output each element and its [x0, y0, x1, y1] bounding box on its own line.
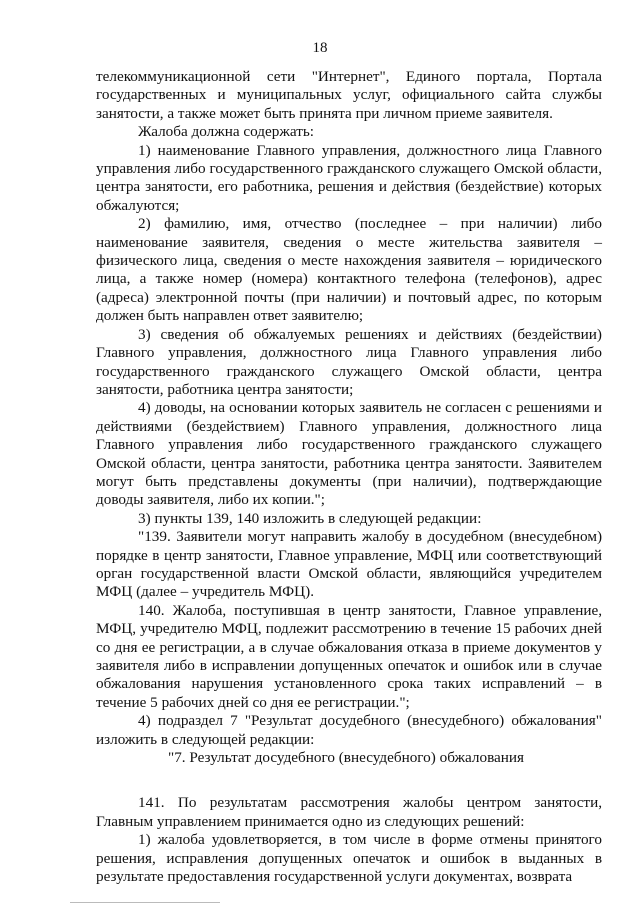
- paragraph-continuation: телекоммуникационной сети "Интернет", Единого портала, Портала государственных и муниципальных услуг, официального сайта службы занятости, а также может быть принята при личном приеме заявителя.: [96, 68, 602, 122]
- paragraph-clause-141: 141. По результатам рассмотрения жалобы центром занятости, Главным управлением принимается одно из следующих решений:: [96, 794, 602, 830]
- page-number: 18: [312, 40, 328, 56]
- paragraph-clause-141-item-1: 1) жалоба удовлетворяется, в том числе в форме отмены принятого решения, исправления допущенных опечаток и ошибок в выданных в результате предоставления государственной услуги документах, возврата: [96, 831, 602, 886]
- paragraph-complaint-contents-intro: Жалоба должна содержать:: [138, 123, 314, 141]
- scan-edge-line: [70, 902, 220, 903]
- paragraph-amendment-3: 3) пункты 139, 140 изложить в следующей редакции:: [138, 509, 482, 527]
- document-body: [96, 68, 602, 886]
- paragraph-item-4: 4) доводы, на основании которых заявитель не согласен с решениями и действиями (бездействием) Главного управления, должностного лица Главного управления либо государственного гражданского служащего Омской области, центра занятости, работника центра занятости. Заявителем могут быть представлены документы (при наличии), подтверждающие доводы заявителя, либо их копии.";: [96, 399, 602, 509]
- paragraph-clause-140: 140. Жалоба, поступившая в центр занятости, Главное управление, МФЦ, учредителю МФЦ, подлежит рассмотрению в течение 15 рабочих дней со дня ее регистрации, а в случае обжалования отказа в приеме документов у заявителя либо в исправлении допущенных опечаток и ошибок или в случае обжалования нарушения установленного срока таких исправлений – в течение 5 рабочих дней со дня ее регистрации.";: [96, 601, 602, 711]
- paragraph-amendment-4: 4) подраздел 7 "Результат досудебного (внесудебного) обжалования" изложить в следующей редакции:: [96, 712, 602, 748]
- paragraph-item-3: 3) сведения об обжалуемых решениях и действиях (бездействии) Главного управления, должностного лица Главного управления либо государственного гражданского служащего Омской области, центра занятости, работника центра занятости;: [96, 325, 602, 398]
- section-heading-7: "7. Результат досудебного (внесудебного) обжалования: [168, 749, 525, 767]
- paragraph-clause-139: "139. Заявители могут направить жалобу в досудебном (внесудебном) порядке в центр занятости, Главное управление, МФЦ или соответствующий орган государственной власти Омской области, являющийся учредителем МФЦ (далее – учредитель МФЦ).: [96, 528, 602, 601]
- paragraph-item-2: 2) фамилию, имя, отчество (последнее – при наличии) либо наименование заявителя, сведения о месте жительства заявителя – физического лица, сведения о месте нахождения заявителя – юридического лица, а также номер (номера) контактного телефона (телефонов), адрес (адреса) электронной почты (при наличии) и почтовый адрес, по которым должен быть направлен ответ заявителю;: [96, 215, 602, 325]
- paragraph-item-1: 1) наименование Главного управления, должностного лица Главного управления либо государственного гражданского служащего Омской области, центра занятости, его работника, решения и действия (бездействие) которых обжалуются;: [96, 141, 602, 214]
